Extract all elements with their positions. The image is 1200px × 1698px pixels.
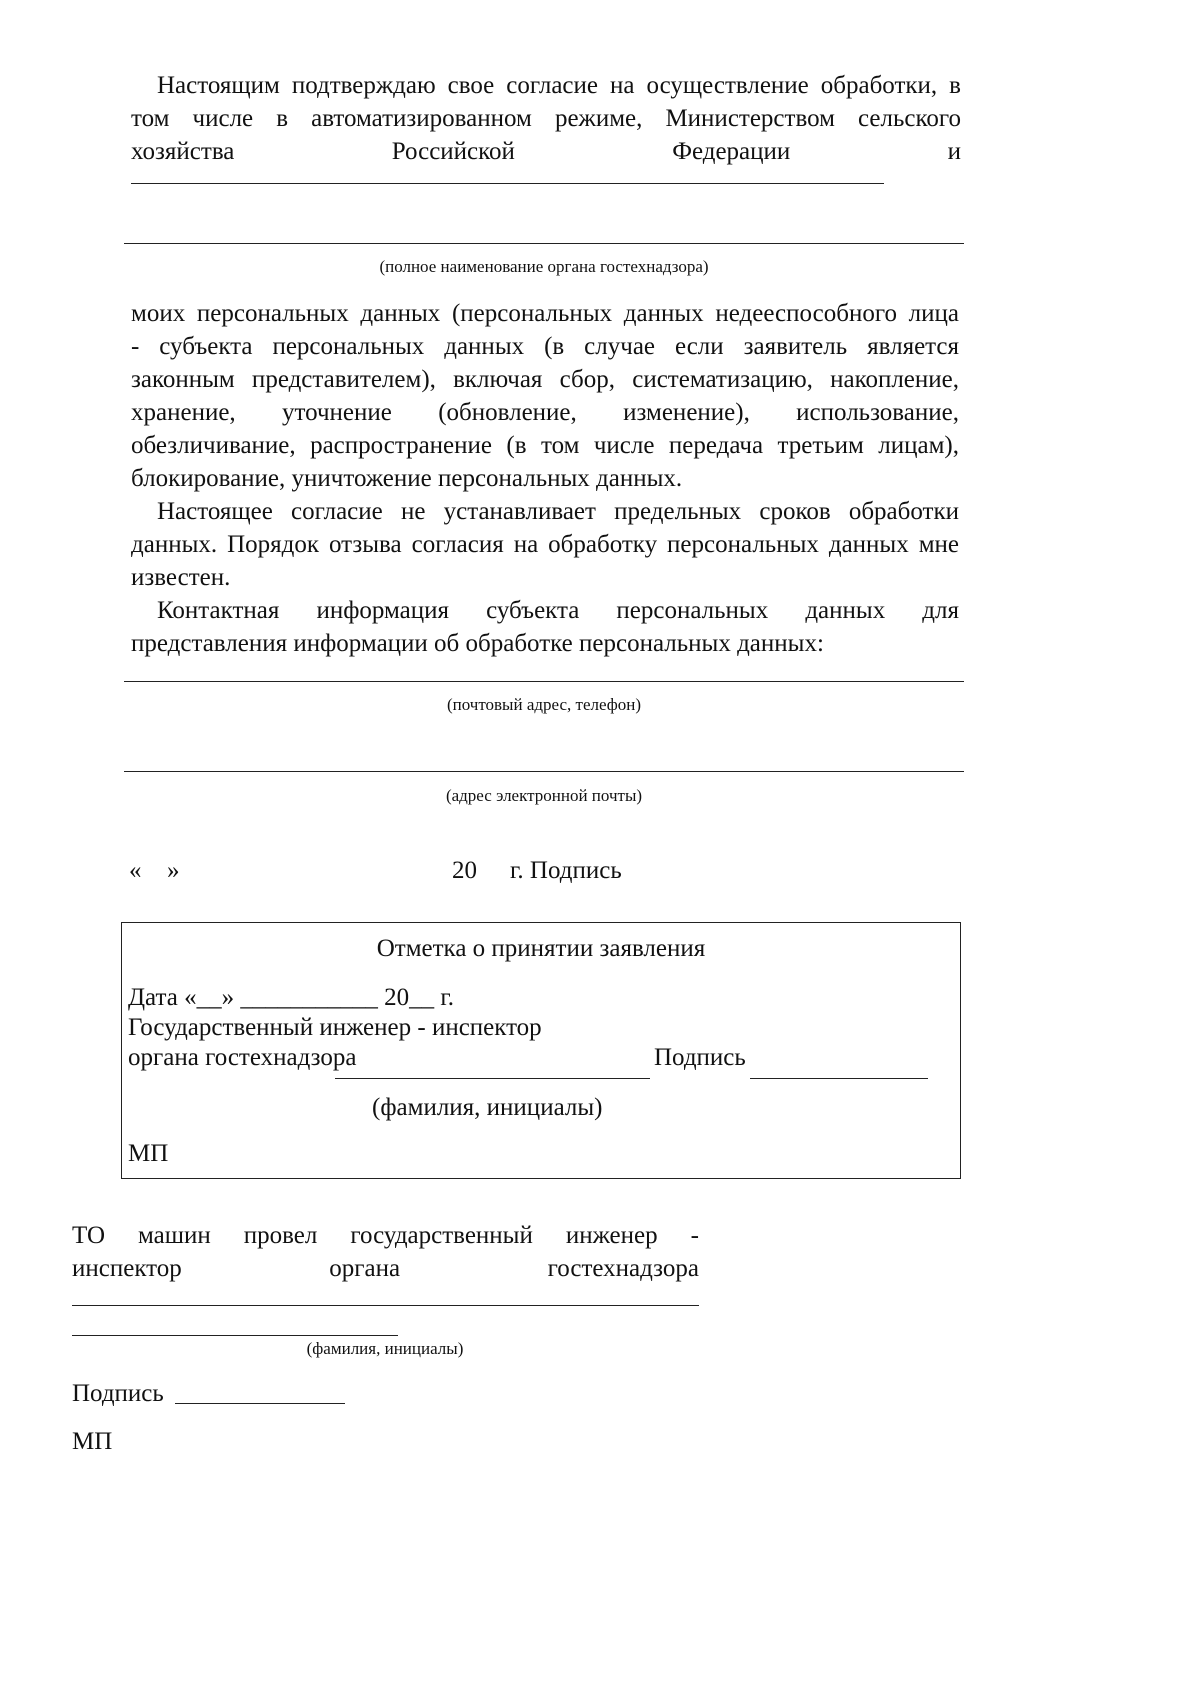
intro-word: Федерации [672,138,791,165]
bottom-word: провел [243,1222,318,1249]
bottom-word: машин [138,1222,211,1249]
fio-line [335,1078,650,1079]
intro-line-3 [131,135,961,168]
bottom-word: инспектор [72,1255,182,1282]
consent-body [131,297,959,660]
organ-name-line-1 [131,183,884,184]
box-stamp: МП [128,1140,169,1167]
intro-word: Российской [391,138,515,165]
term-line-2: данных. Порядок отзыва согласия на обработку персональных данных мне [131,531,959,558]
bottom-signature-label: Подпись [72,1380,164,1407]
bottom-fio-caption: (фамилия, инициалы) [306,1339,464,1358]
bottom-word: инженер [565,1222,658,1249]
quote-open: « [129,857,142,884]
intro-word: хозяйства [131,138,235,165]
signature-label: г. Подпись [510,857,622,884]
bottom-word: ТО [72,1222,105,1249]
year-label: 20 [452,857,477,884]
acceptance-date: Дата «__» ___________ 20__ г. [128,984,455,1011]
bottom-word: органа [329,1255,401,1282]
postal-phone-caption: (почтовый адрес, телефон) [446,695,642,714]
box-fio-caption: (фамилия, инициалы) [372,1094,603,1121]
bottom-word: - [690,1222,699,1249]
email-line [124,771,964,772]
data-line-5: обезличивание, распространение (в том числе передача третьим лицам), [131,432,959,459]
data-line-3: законным представителем), включая сбор, систематизацию, накопление, [131,366,959,393]
intro-line-2: том числе в автоматизированном режиме, Министерством сельского [131,105,961,132]
acceptance-box [121,922,961,1179]
acceptance-title: Отметка о принятии заявления [376,935,706,962]
bottom-line-2 [72,1252,699,1285]
bottom-word: гостехнадзора [547,1255,699,1282]
bottom-word: государственный [350,1222,533,1249]
box-signature-label: Подпись [654,1044,746,1071]
intro-line-1: Настоящим подтверждаю свое согласие на осуществление обработки, в [157,72,961,99]
box-signature-line [750,1078,928,1079]
intro-word: и [947,138,961,165]
inspector-line-1: Государственный инженер - инспектор [128,1014,542,1041]
postal-phone-line [124,681,964,682]
signature-row [129,854,829,888]
contact-line-2: представления информации об обработке персональных данных: [131,630,824,657]
data-line-1: моих персональных данных (персональных данных недееспособного лица [131,300,959,327]
data-line-6: блокирование, уничтожение персональных данных. [131,465,683,492]
quote-close: » [167,857,180,884]
term-line-3: известен. [131,564,231,591]
inspector-line-2: органа гостехнадзора [128,1044,357,1071]
organ-name-line-2 [124,243,964,244]
organ-name-caption: (полное наименование органа гостехнадзора) [379,257,709,276]
bottom-inspector-line-2 [72,1335,398,1336]
bottom-inspector-line-1 [72,1305,699,1306]
term-line-1: Настоящее согласие не устанавливает предельных сроков обработки [157,498,959,525]
bottom-stamp: МП [72,1428,113,1455]
data-line-4: хранение, уточнение (обновление, изменение), использование, [131,399,959,426]
bottom-block [72,1219,699,1285]
bottom-signature-line [175,1403,345,1404]
contact-line-1: Контактная информация субъекта персональных данных для [157,597,959,624]
email-caption: (адрес электронной почты) [445,786,643,805]
bottom-line-1 [72,1219,699,1252]
intro-paragraph [131,69,961,168]
data-line-2: - субъекта персональных данных (в случае если заявитель является [131,333,959,360]
